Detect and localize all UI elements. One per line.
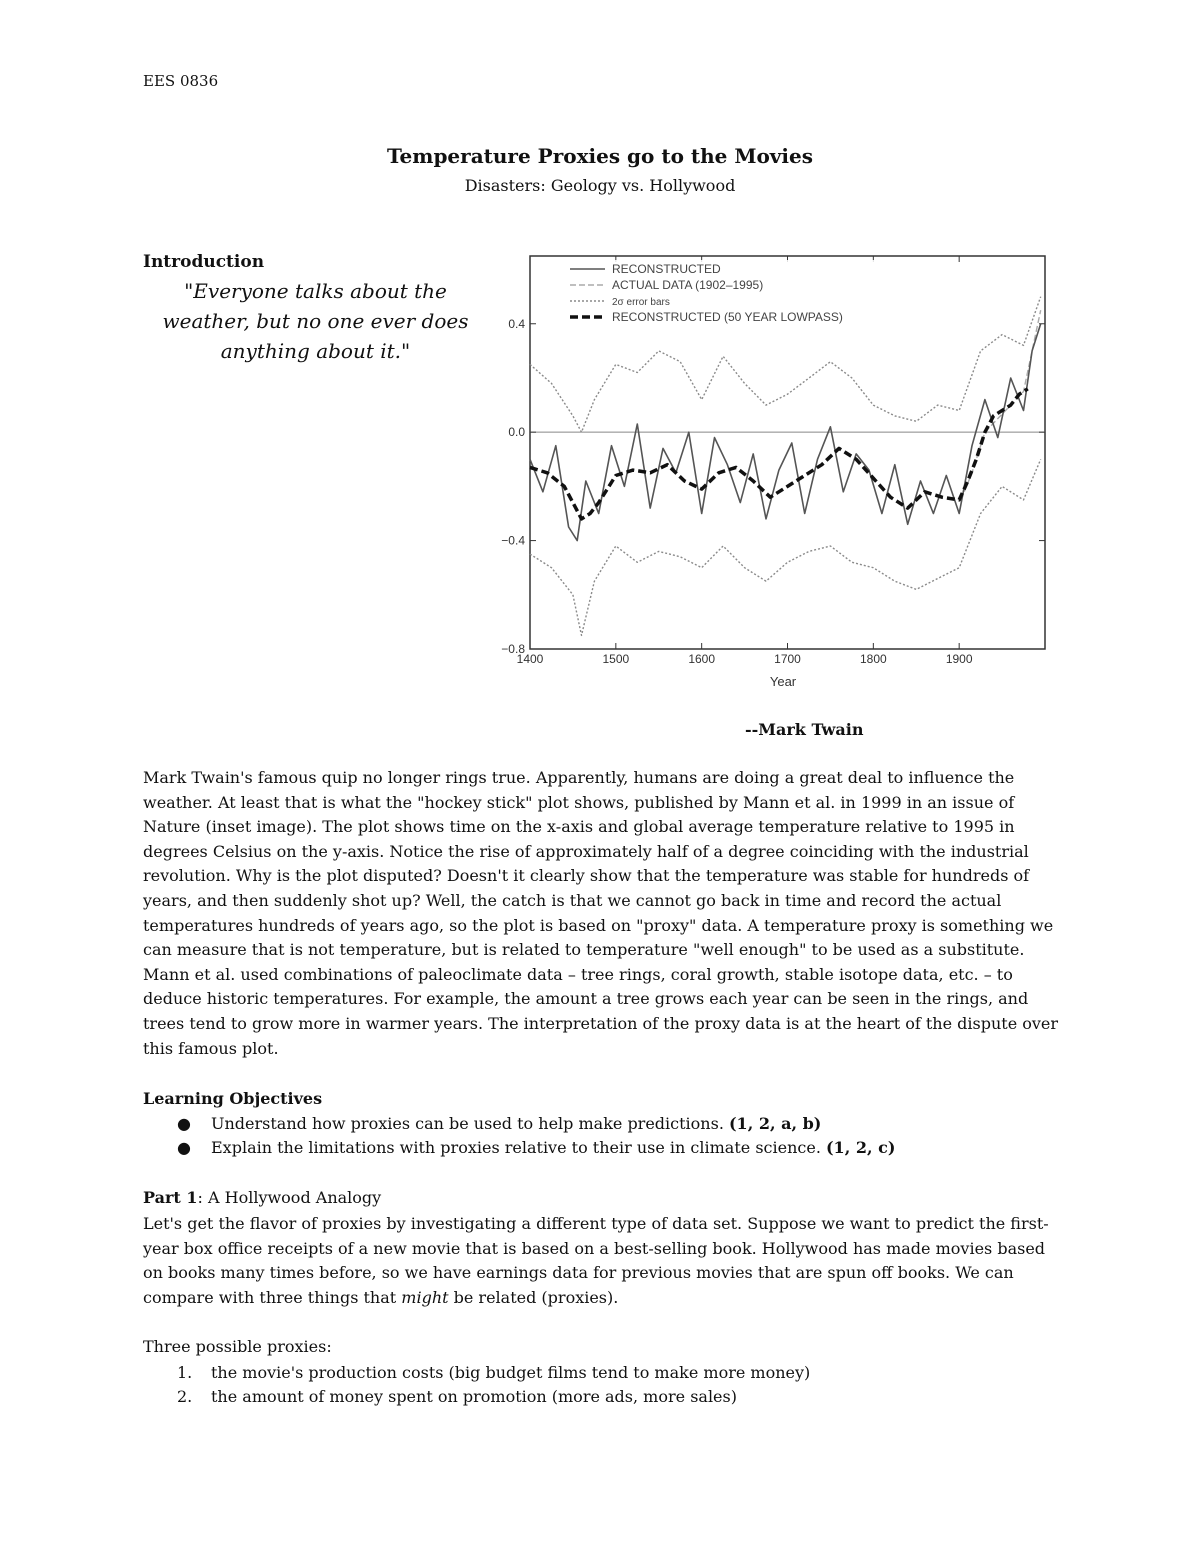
x-tick-label: 1600 [688,652,716,666]
part1-text-b: be related (proxies). [448,1287,619,1307]
objective-item [143,1136,1063,1160]
x-tick-label: 1800 [859,652,887,666]
objective-ref: (1, 2, c) [825,1138,896,1157]
part1-label: Part 1 [143,1188,198,1207]
twain-quote: "Everyone talks about the weather, but no one ever does anything about it." [162,279,469,363]
objectives-heading: Learning Objectives [143,1089,323,1108]
course-code: EES 0836 [143,72,219,90]
proxies-list [143,1361,1063,1409]
intro-paragraph: Mark Twain's famous quip no longer rings true. Apparently, humans are doing a great deal to influence the weather. At least that is what the "hockey stick" plot shows, published by Mann et al. in 1999 in an issue of Nature (inset image). The plot shows time on the x-axis and global average temperature relative to 1995 in degrees Celsius on the y-axis. Notice the rise of approximately half of a degree coinciding with the industrial revolution. Why is the plot disputed? Doesn't it clearly show that the temperature was stable for hundreds of years, and then suddenly shot up? Well, the catch is that we cannot go back in time and record the actual temperatures hundreds of years ago, so the plot is based on "proxy" data. A temperature proxy is something we can measure that is not temperature, but is related to temperature "well enough" to be used as a substitute. Mann et al. used combinations of paleoclimate data – tree rings, coral growth, stable isotope data, etc. – to deduce historic temperatures. For example, the amount a tree grows each year can be seen in the rings, and trees tend to grow more in warmer years. The interpretation of the proxy data is at the heart of the dispute over this famous plot. [143,768,1059,1058]
objective-ref: (1, 2, a, b) [728,1114,822,1133]
x-tick-label: 1900 [945,652,973,666]
y-tick-label: −0.8 [501,642,525,656]
part1-title: : A Hollywood Analogy [197,1188,382,1207]
quote-attribution: --Mark Twain [745,720,864,739]
y-tick-label: 0.0 [508,425,525,440]
x-tick-label: 1700 [774,652,801,666]
bullet-icon: ● [177,1138,191,1157]
proxy-item [143,1385,1063,1409]
objective-item [143,1112,1063,1136]
objective-text: Explain the limitations with proxies relative to their use in climate science. [211,1138,826,1157]
proxy-text: the movie's production costs (big budget films tend to make more money) [211,1363,811,1382]
y-tick-label: 0.4 [508,316,525,331]
proxy-text: the amount of money spent on promotion (more ads, more sales) [211,1387,737,1406]
legend-label: RECONSTRUCTED (50 YEAR LOWPASS) [612,310,843,324]
chart-legend [565,260,925,328]
proxies-intro: Three possible proxies: [143,1337,332,1356]
legend-label: ACTUAL DATA (1902–1995) [612,278,764,292]
proxy-number: 1. [177,1363,193,1382]
x-tick-label: 1500 [602,652,630,666]
legend-label: RECONSTRUCTED [612,262,721,276]
part1-heading [143,1188,381,1207]
bullet-icon: ● [177,1114,191,1133]
objectives-list [143,1112,1063,1160]
x-axis-label: Year [769,674,797,689]
y-tick-label: −0.4 [501,533,525,548]
proxy-number: 2. [177,1387,193,1406]
legend-label: 2σ error bars [612,297,670,308]
part1-paragraph [143,1212,1063,1310]
introduction-heading: Introduction [143,252,265,272]
part1-text-a: Let's get the flavor of proxies by investigating a different type of data set. Suppose we want to predict the first-year box office receipts of a new movie that is based on a best-selling book. Hollywood has made movies based on books many times before, so we have earnings data for previous movies that are spun off books. We can compare with three things that [143,1214,1049,1307]
x-tick-label: 1400 [516,652,544,666]
part1-emphasis: might [401,1287,449,1307]
hockey-stick-chart [490,250,1055,695]
page-title: Temperature Proxies go to the Movies [386,144,814,168]
page-subtitle: Disasters: Geology vs. Hollywood [464,176,736,195]
proxy-item [143,1361,1063,1385]
objective-text: Understand how proxies can be used to help make predictions. [211,1114,729,1133]
